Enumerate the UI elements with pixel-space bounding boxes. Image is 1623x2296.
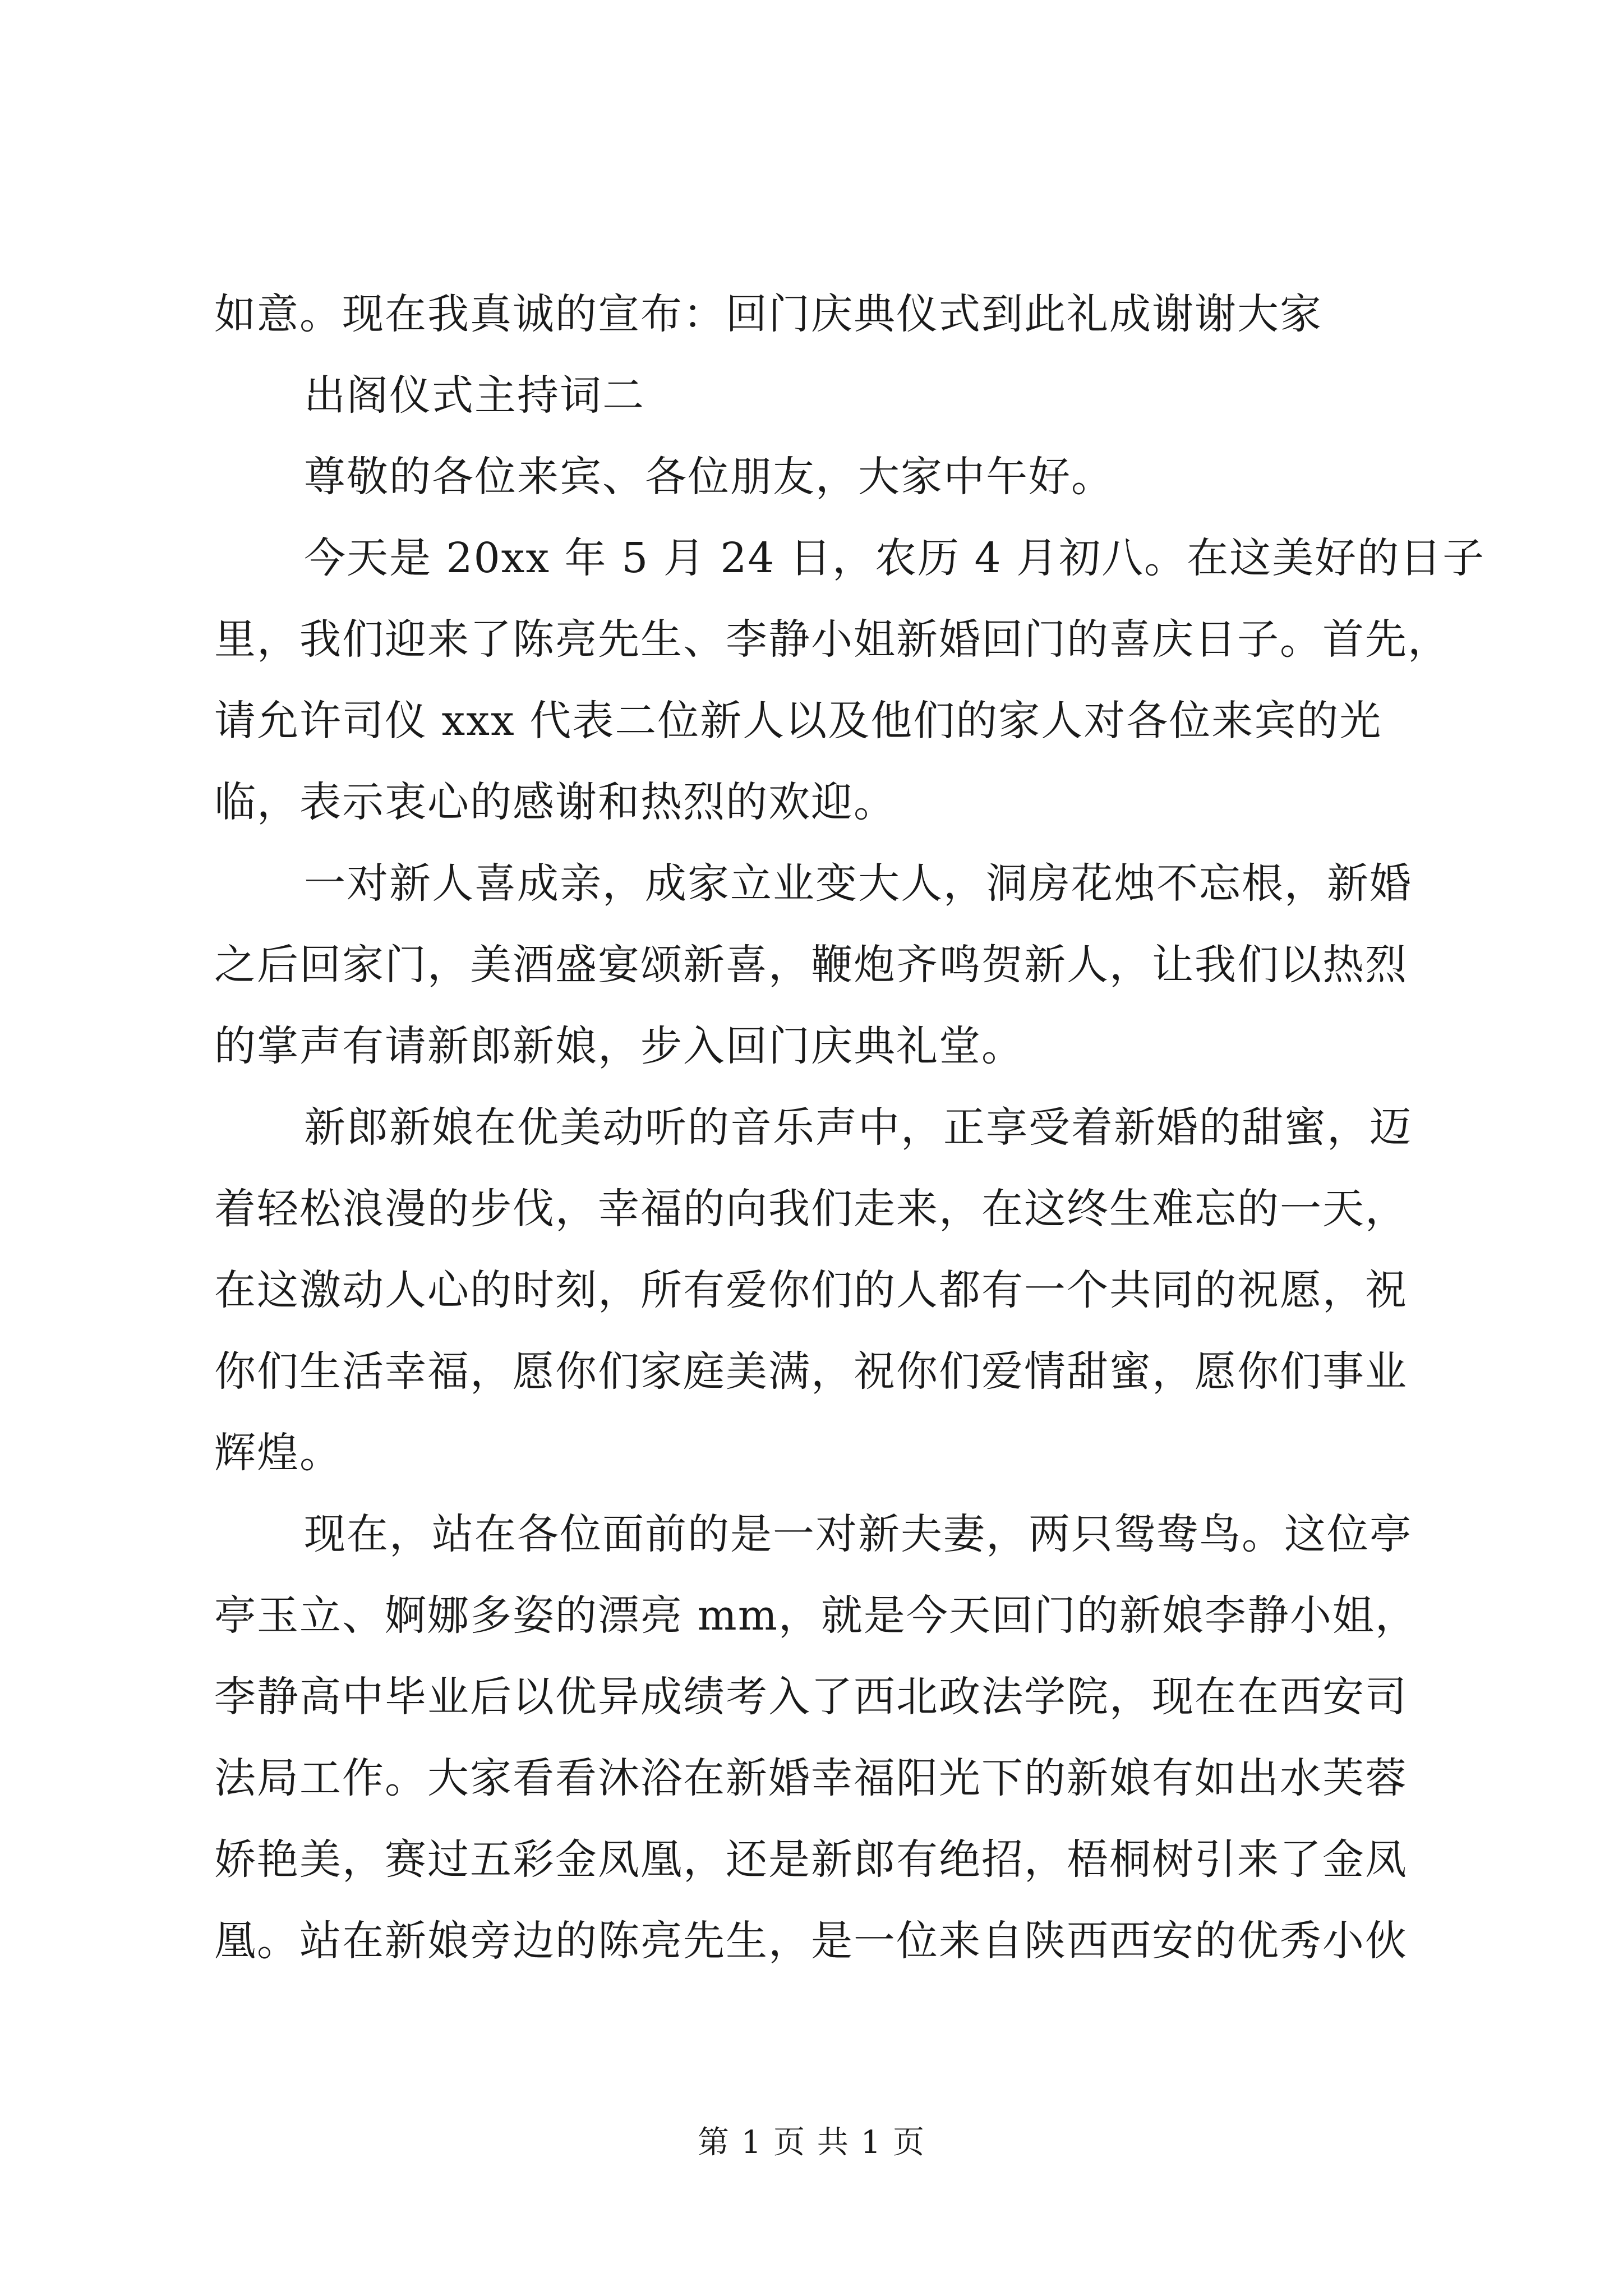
text-line: 里，我们迎来了陈亮先生、李静小姐新婚回门的喜庆日子。首先， — [214, 615, 1450, 664]
text-line: 新郎新娘在优美动听的音乐声中，正享受着新婚的甜蜜，迈 — [304, 1103, 1412, 1152]
text-line: 尊敬的各位来宾、各位朋友，大家中午好。 — [304, 453, 1114, 501]
text-line: 一对新人喜成亲，成家立业变大人，洞房花烛不忘根，新婚 — [304, 859, 1412, 908]
text-line: 亭玉立、婀娜多姿的漂亮 mm，就是今天回门的新娘李静小姐， — [214, 1591, 1418, 1640]
text-line: 辉煌。 — [214, 1429, 342, 1477]
text-line: 李静高中毕业后以优异成绩考入了西北政法学院，现在在西安司 — [214, 1673, 1408, 1721]
text-line: 请允许司仪 xxx 代表二位新人以及他们的家人对各位来宾的光 — [214, 697, 1382, 745]
text-line: 着轻松浪漫的步伐，幸福的向我们走来，在这终生难忘的一天， — [214, 1185, 1408, 1233]
text-line: 如意。现在我真诚的宣布：回门庆典仪式到此礼成谢谢大家 — [214, 290, 1322, 338]
text-line: 之后回家门，美酒盛宴颂新喜，鞭炮齐鸣贺新人，让我们以热烈 — [214, 941, 1408, 989]
text-line: 现在，站在各位面前的是一对新夫妻，两只鸳鸯鸟。这位亭 — [304, 1510, 1412, 1558]
section-heading: 出阁仪式主持词二 — [304, 371, 645, 420]
page-footer: 第 1 页 共 1 页 — [697, 2124, 926, 2161]
text-line: 法局工作。大家看看沐浴在新婚幸福阳光下的新娘有如出水芙蓉 — [214, 1754, 1408, 1802]
text-line: 的掌声有请新郎新娘，步入回门庆典礼堂。 — [214, 1022, 1024, 1070]
text-line: 凰。站在新娘旁边的陈亮先生，是一位来自陕西西安的优秀小伙 — [214, 1917, 1408, 1965]
text-line: 娇艳美，赛过五彩金凤凰，还是新郎有绝招，梧桐树引来了金凤 — [214, 1835, 1408, 1884]
text-line: 你们生活幸福，愿你们家庭美满，祝你们爱情甜蜜，愿你们事业 — [214, 1347, 1408, 1396]
text-line: 临，表示衷心的感谢和热烈的欢迎。 — [214, 778, 896, 826]
text-line: 在这激动人心的时刻，所有爱你们的人都有一个共同的祝愿，祝 — [214, 1266, 1408, 1314]
text-line: 今天是 20xx 年 5 月 24 日，农历 4 月初八。在这美好的日子 — [304, 534, 1486, 582]
